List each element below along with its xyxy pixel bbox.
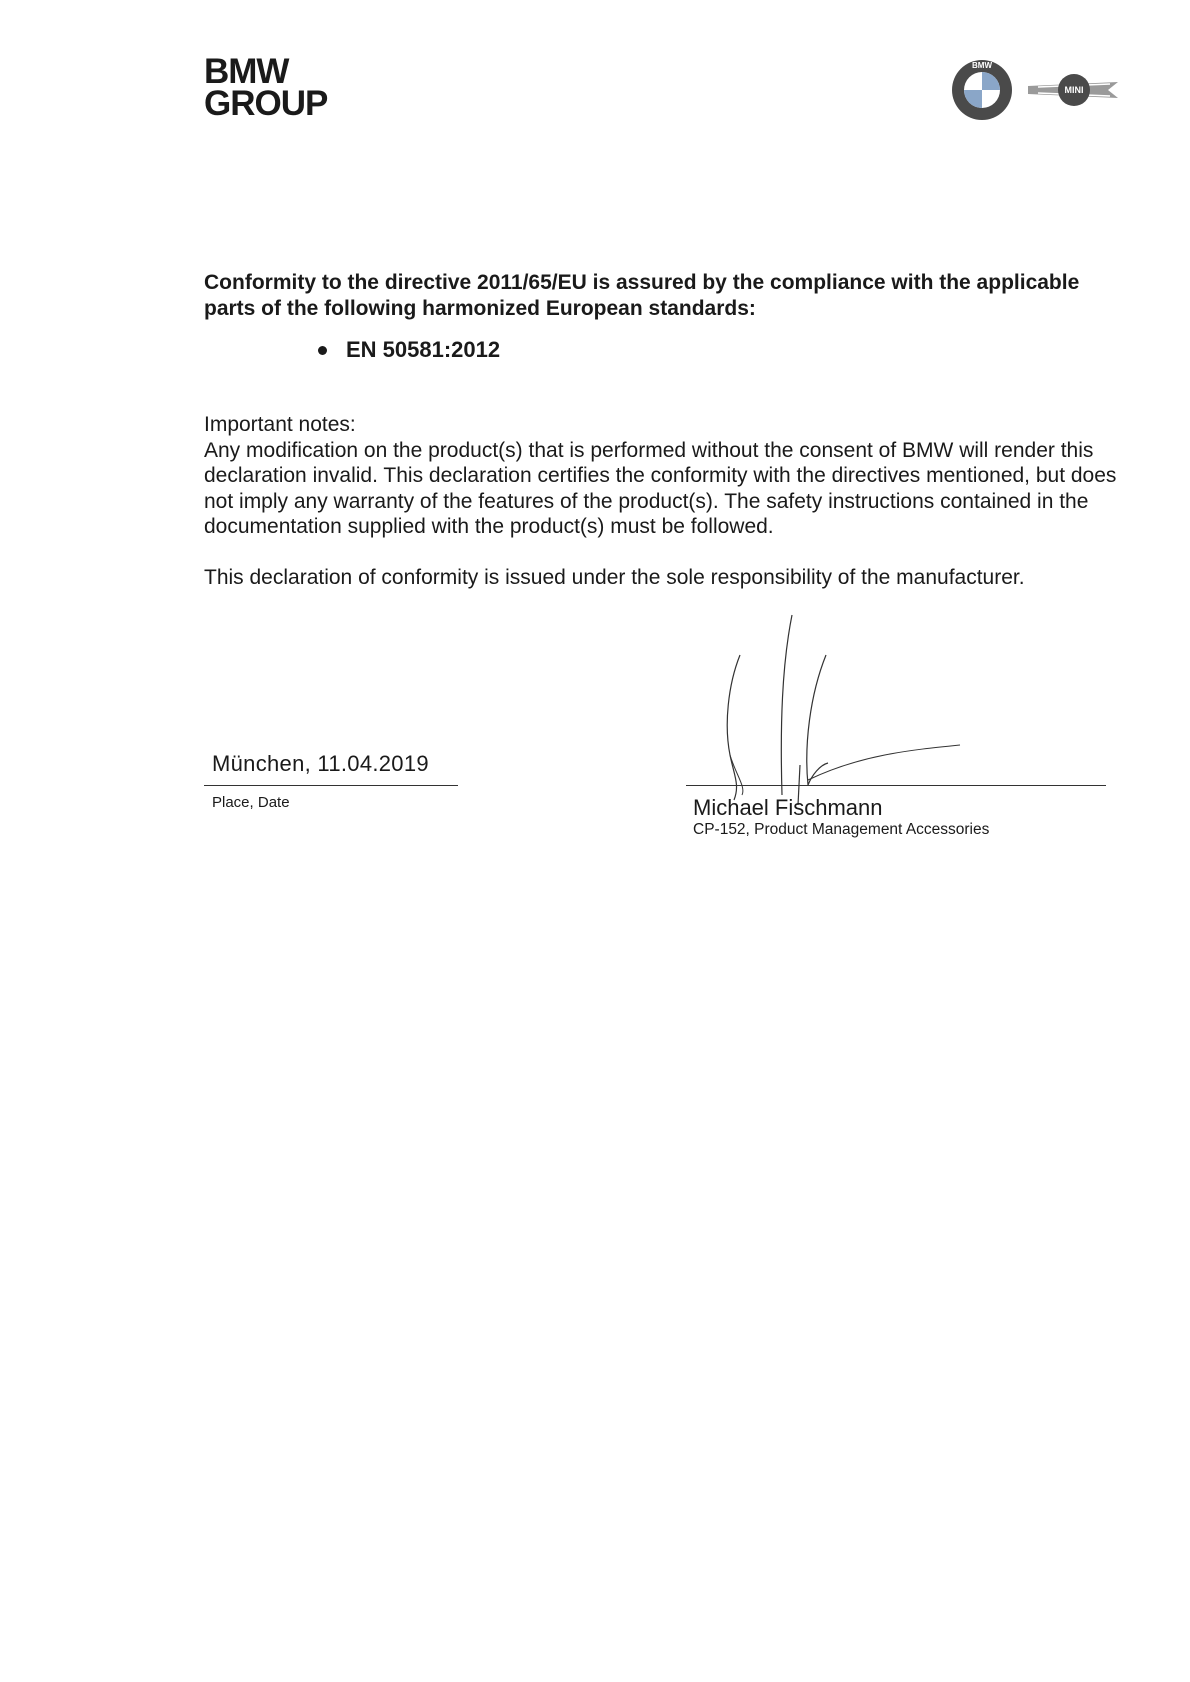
roundel-letters: BMW bbox=[972, 61, 992, 70]
logo-line-group: GROUP bbox=[204, 84, 328, 123]
place-date-value: München, 11.04.2019 bbox=[212, 751, 429, 776]
mini-wings-icon bbox=[1028, 74, 1118, 106]
signatory-name: Michael Fischmann bbox=[693, 795, 883, 820]
signature-line bbox=[686, 785, 1106, 786]
responsibility-statement: This declaration of conformity is issued under the sole responsibility of the manufacturer. bbox=[204, 566, 1025, 589]
bmw-group-logo bbox=[204, 52, 328, 123]
place-date-label: Place, Date bbox=[212, 794, 290, 811]
notes-text: Any modification on the product(s) that is performed without the consent of BMW will render this declaration invalid. This declaration certifies the conformity with the directives mentioned, but does not imply any warranty of the features of the product(s). The safety instructions contained in the documentation supplied with the product(s) must be followed. bbox=[204, 438, 1117, 538]
handwritten-signature bbox=[700, 605, 980, 805]
brand-logos bbox=[950, 58, 1130, 122]
notes-heading: Important notes: bbox=[204, 413, 356, 436]
bullet-icon bbox=[318, 346, 327, 355]
logo-line-bmw: BMW bbox=[204, 52, 289, 91]
place-date-line bbox=[204, 785, 458, 786]
standards-list bbox=[318, 337, 500, 363]
signatory-title: CP-152, Product Management Accessories bbox=[693, 821, 990, 838]
standard-text: EN 50581:2012 bbox=[346, 337, 501, 362]
important-notes bbox=[204, 412, 1124, 540]
bmw-roundel-icon bbox=[952, 60, 1012, 120]
mini-badge-text: MINI bbox=[1064, 85, 1084, 95]
conformity-statement: Conformity to the directive 2011/65/EU is assured by the compliance with the applicable parts of the following harmonized European standards: bbox=[204, 271, 1080, 320]
standard-item bbox=[318, 337, 500, 363]
